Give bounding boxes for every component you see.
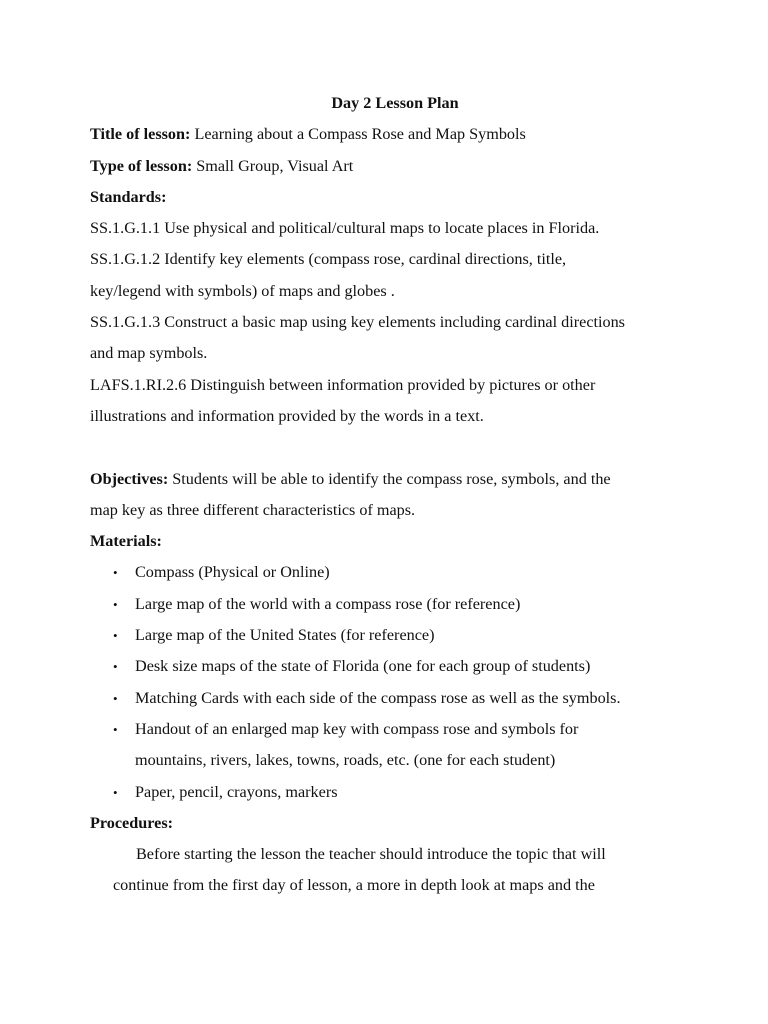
objectives-text: Students will be able to identify the compass rose, symbols, and the: [168, 469, 611, 488]
lesson-title-label: Title of lesson:: [90, 125, 191, 144]
list-item-continuation: [90, 745, 680, 776]
list-item: [90, 651, 680, 682]
bullet-icon: •: [113, 565, 118, 581]
procedures-text-cont: continue from the first day of lesson, a more in depth look at maps and the: [113, 876, 595, 895]
standards-line: key/legend with symbols) of maps and globes .: [90, 281, 395, 300]
list-item-text: Desk size maps of the state of Florida (one for each group of students): [135, 657, 591, 676]
list-item: [90, 557, 680, 588]
bullet-icon: •: [113, 721, 118, 737]
document-title: Day 2 Lesson Plan: [331, 94, 459, 112]
lesson-plan-page: [90, 88, 680, 902]
list-item-text: Matching Cards with each side of the compass rose as well as the symbols.: [135, 688, 621, 707]
lesson-title-row: [90, 119, 680, 150]
list-item-text: Compass (Physical or Online): [135, 563, 330, 582]
lesson-type-row: [90, 151, 680, 182]
list-item: [90, 589, 680, 620]
list-item: [90, 714, 680, 745]
bullet-icon: •: [113, 628, 118, 644]
procedures-heading: Procedures:: [90, 813, 174, 832]
standards-line: SS.1.G.1.2 Identify key elements (compass rose, cardinal directions, title,: [90, 250, 567, 269]
lesson-title-value: Learning about a Compass Rose and Map Symbols: [190, 125, 526, 144]
bullet-icon: •: [113, 690, 118, 706]
blank-line: [90, 432, 680, 463]
objectives-text-cont: map key as three different characteristics of maps.: [90, 500, 416, 519]
bullet-icon: •: [113, 596, 118, 612]
materials-list: [90, 557, 680, 807]
list-item-text: Paper, pencil, crayons, markers: [135, 782, 338, 801]
objectives-row: [90, 464, 680, 495]
bullet-icon: •: [113, 784, 118, 800]
list-item: [90, 620, 680, 651]
standards-heading: Standards:: [90, 187, 167, 206]
procedures-text: Before starting the lesson the teacher should introduce the topic that will: [136, 845, 606, 864]
lesson-type-value: Small Group, Visual Art: [192, 156, 354, 175]
standards-line: illustrations and information provided by the words in a text.: [90, 406, 484, 425]
list-item-text: Large map of the world with a compass rose (for reference): [135, 594, 521, 613]
list-item-text: Handout of an enlarged map key with compass rose and symbols for: [135, 719, 579, 738]
objectives-label: Objectives:: [90, 469, 169, 488]
standards-line: SS.1.G.1.3 Construct a basic map using key elements including cardinal directions: [90, 313, 625, 332]
standards-line: and map symbols.: [90, 344, 208, 363]
standards-line: SS.1.G.1.1 Use physical and political/cultural maps to locate places in Florida.: [90, 219, 600, 238]
standards-line: LAFS.1.RI.2.6 Distinguish between information provided by pictures or other: [90, 375, 596, 394]
list-item: [90, 777, 680, 808]
lesson-type-label: Type of lesson:: [90, 156, 193, 175]
bullet-icon: •: [113, 659, 118, 675]
list-item-text: Large map of the United States (for reference): [135, 626, 435, 645]
list-item: [90, 683, 680, 714]
materials-heading: Materials:: [90, 532, 162, 551]
list-item-text: mountains, rivers, lakes, towns, roads, etc. (one for each student): [135, 751, 556, 770]
